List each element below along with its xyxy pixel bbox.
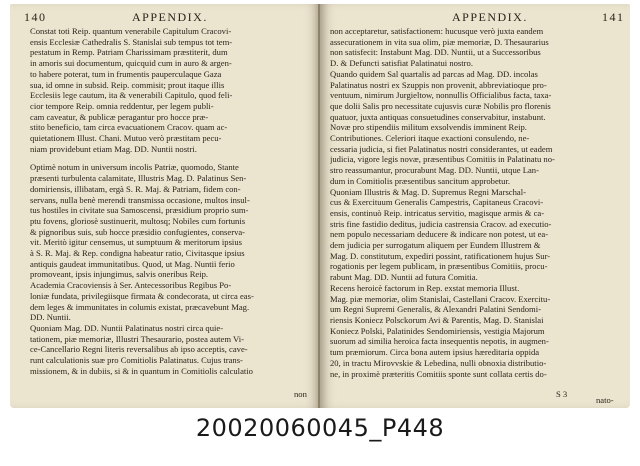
- text-line: niam providebunt etiam Mag. DD. Nuntii nostri.: [30, 143, 197, 154]
- text-line: dem judicia per surrogatum aliquem per Eundem Illustrem &: [330, 240, 541, 251]
- text-line: [30, 154, 312, 162]
- text-line: tus hostiles in civitate sua Samoscensi, præsidium proprio sum-: [30, 205, 249, 216]
- left-page-text: [30, 26, 312, 377]
- text-line: præsenti turbulenta calamitate, Illustris Mag. D. Palatinus Sen-: [30, 173, 247, 184]
- text-line: missionem, & in dubiis, si & in quantum in Comitiolis calculatio: [30, 365, 253, 376]
- text-line: Mag. D. constitutum, expediri possint, ratificationem hujus Sur-: [330, 250, 551, 261]
- text-line: rogationis per legem publicam, in præsentibus Comitiis, procu-: [330, 261, 548, 272]
- right-page-number: 141: [602, 10, 625, 24]
- text-line: que dolii Salis pro necessitate cujusvis curæ Nobilis pro florenis: [330, 100, 551, 111]
- text-line: ce-Cancellario Regni literis reversalibus ab ipso acceptis, cave-: [30, 344, 248, 355]
- text-line: DD. Nuntii.: [30, 312, 71, 323]
- text-line: stito beneficio, tam circa evacuationem Cracov. quam ac-: [30, 122, 228, 133]
- signature-mark: S 3: [556, 389, 568, 399]
- text-line: Academia Cracoviensis à Ser. Antecessoribus Regibus Po-: [30, 280, 232, 291]
- scan-caption: 20020060045_P448: [195, 414, 445, 442]
- text-line: promoveant, ipsis injungimus, salvis oneribus Reip.: [30, 269, 209, 280]
- text-line: Novæ pro stipendiis militum exsolvendis imminent Reip.: [330, 122, 527, 133]
- text-line: D. & Defuncti satisfiat Palatinatui nostro.: [330, 58, 473, 69]
- text-line: non satisfecit: Instabunt Mag. DD. Nuntii, ut a Successoribus: [330, 47, 541, 58]
- text-line: Constat toti Reip. quantum venerabile Capitulum Cracovi-: [30, 26, 232, 36]
- left-running-header: APPENDIX.: [132, 10, 208, 24]
- text-line: ensis Ecclesiæ Cathedralis S. Stanislai sub tempus tot tem-: [30, 36, 233, 47]
- text-line: ptu fovens, gloriosè sustinuerit, multosq; Nobiles cum fortunis: [30, 215, 246, 226]
- text-line: cam caveatur, & publicæ peragantur pro hocce præ-: [30, 111, 209, 122]
- text-line: Contributiones. Celeriori itaque exactioni consulendo, ne-: [330, 133, 530, 144]
- text-line: à S. R. Maj. & Rep. condigna habeatur ratio, Civitasque ipsius: [30, 248, 245, 259]
- text-line: vit. Meritò igitur censemus, ut sumptuum & meritorum ipsius: [30, 237, 242, 248]
- text-line: pestatum in Remp. Patriam Charissimam præstiterit, dum: [30, 47, 228, 58]
- text-line: quietationem Illust. Chani. Mutuo verò præstitam pecu-: [30, 133, 222, 144]
- text-line: nem populo necessariam deducere & indicare non potest, ut ea-: [330, 229, 549, 240]
- text-line: domiriensis, illibatam, ergà S. R. Maj. & Patriam, fidem con-: [30, 183, 241, 194]
- right-running-header: APPENDIX.: [452, 10, 528, 24]
- text-line: dem leges & immunitates in columis existat, præcavebunt Mag.: [30, 301, 250, 312]
- text-line: sua, id omne in subsid. Reip. commisit; prout itaque illis: [30, 79, 225, 90]
- text-line: tum præmiorum. Circa bona autem ipsius hæreditaria oppida: [330, 347, 540, 358]
- text-line: Palatinatus nostri ex Szuppis non provenit, abbreviatioque pro-: [330, 79, 547, 90]
- left-page: [10, 4, 320, 408]
- text-line: Quando quidem Sal quartalis ad parcas ad Mag. DD. incolas: [330, 68, 538, 79]
- left-page-number: 140: [24, 10, 47, 24]
- text-line: quatuor, juxta antiquas consuetudines conservabitur, instabunt.: [330, 111, 546, 122]
- left-catchword: non: [294, 389, 307, 399]
- text-line: dum in Comitiolis præsentibus sancitum approbetur.: [330, 175, 510, 186]
- text-line: loniæ fundata, privilegiisque firmata & condecorata, ut circa eas-: [30, 290, 254, 301]
- right-page: [320, 4, 630, 408]
- text-line: servans, nulla benè merendi transmissa occasione, multos insul-: [30, 194, 250, 205]
- text-line: in amoris sui documentum, quicquid cum in auro & argen-: [30, 58, 232, 69]
- text-line: cus & Exercituum Generalis Campestris, Capitaneus Cracovi-: [330, 197, 544, 208]
- text-line: Quoniam Mag. DD. Nuntii Palatinatus nostri circa quie-: [30, 322, 224, 333]
- text-line: Quoniam Illustris & Mag. D. Supremus Regni Marschal-: [330, 186, 526, 197]
- text-line: tationem, piæ memoriæ, Illustri Thesaurario, postea autem Vi-: [30, 333, 244, 344]
- text-line: runt calculationis suæ pro Comitiolis Palatinatus. Cujus trans-: [30, 355, 243, 366]
- text-line: 20, in tractu Mirovvskie & Lebedina, nulli obnoxia distributio-: [330, 357, 547, 368]
- text-line: assecurationem in vita sua olim, piæ memoriæ, D. Thesaurarius: [330, 36, 549, 47]
- text-line: cessaria judicia, si fiet Palatinatus nostri considerantes, ut eadem: [330, 143, 553, 154]
- text-line: Optimè notum in universum incolis Patriæ, quomodo, Stante: [30, 162, 239, 173]
- text-line: to habere poterat, tum in frumentis pauperculaque Gaza: [30, 68, 222, 79]
- text-line: ne, in proximè præteritis Comitiis sponte sunt collata certis do-: [330, 368, 547, 379]
- text-line: stro reassumantur, procurabunt Mag. DD. Nuntii, utque Lan-: [330, 165, 539, 176]
- text-line: riensis Koniecz Polsckorum Avi & Parentis, Mag. D. Stanislai: [330, 314, 544, 325]
- text-line: Koniecz Polski, Palatinides Sendomiriensis, vestigia Majorum: [330, 325, 545, 336]
- text-line: Recens heroicè factorum in Rep. exstat memoria Illust.: [330, 282, 520, 293]
- text-line: Mag. piæ memoriæ, olim Stanislai, Castellani Cracov. Exercitu-: [330, 293, 551, 304]
- right-catchword: nato-: [596, 395, 614, 405]
- right-page-text: [330, 26, 618, 379]
- text-line: & pignoribus suis, sub hocce præsidio confugientes, conserva-: [30, 226, 246, 237]
- text-line: judicia, vigore legis novæ, præsentibus Comitiis in Palatinatu no-: [330, 154, 555, 165]
- text-line: ensis, continuò Reip. intricatus servitio, magisque armis & ca-: [330, 207, 545, 218]
- text-line: rabunt Mag. DD. Nuntii ad futura Comitia.: [330, 272, 478, 283]
- text-line: antiquis gaudeat immunitatibus. Quod, ut Mag. Nuntii ferio: [30, 258, 235, 269]
- text-line: ventuum, nimirum Jurgieltow, nonnullis Officialibus facta, taxa-: [330, 90, 552, 101]
- text-line: stris fine fastidio deditus, judicia castrensia Cracov. ad executio-: [330, 218, 552, 229]
- text-line: non acceptaretur, satisfactionem: hucusque verò juxta eandem: [330, 26, 544, 36]
- text-line: cior tempore Reip. omnia reddentur, per legem publi-: [30, 100, 214, 111]
- text-line: um Regni Supremi Generalis, & Alexandri Palatini Sendomi-: [330, 304, 541, 315]
- text-line: Ecclesiis lege cautum, ita & venerabili Capitulo, quod feli-: [30, 90, 233, 101]
- text-line: suorum ad similia heroica facta insequentis nepotis, in augmen-: [330, 336, 549, 347]
